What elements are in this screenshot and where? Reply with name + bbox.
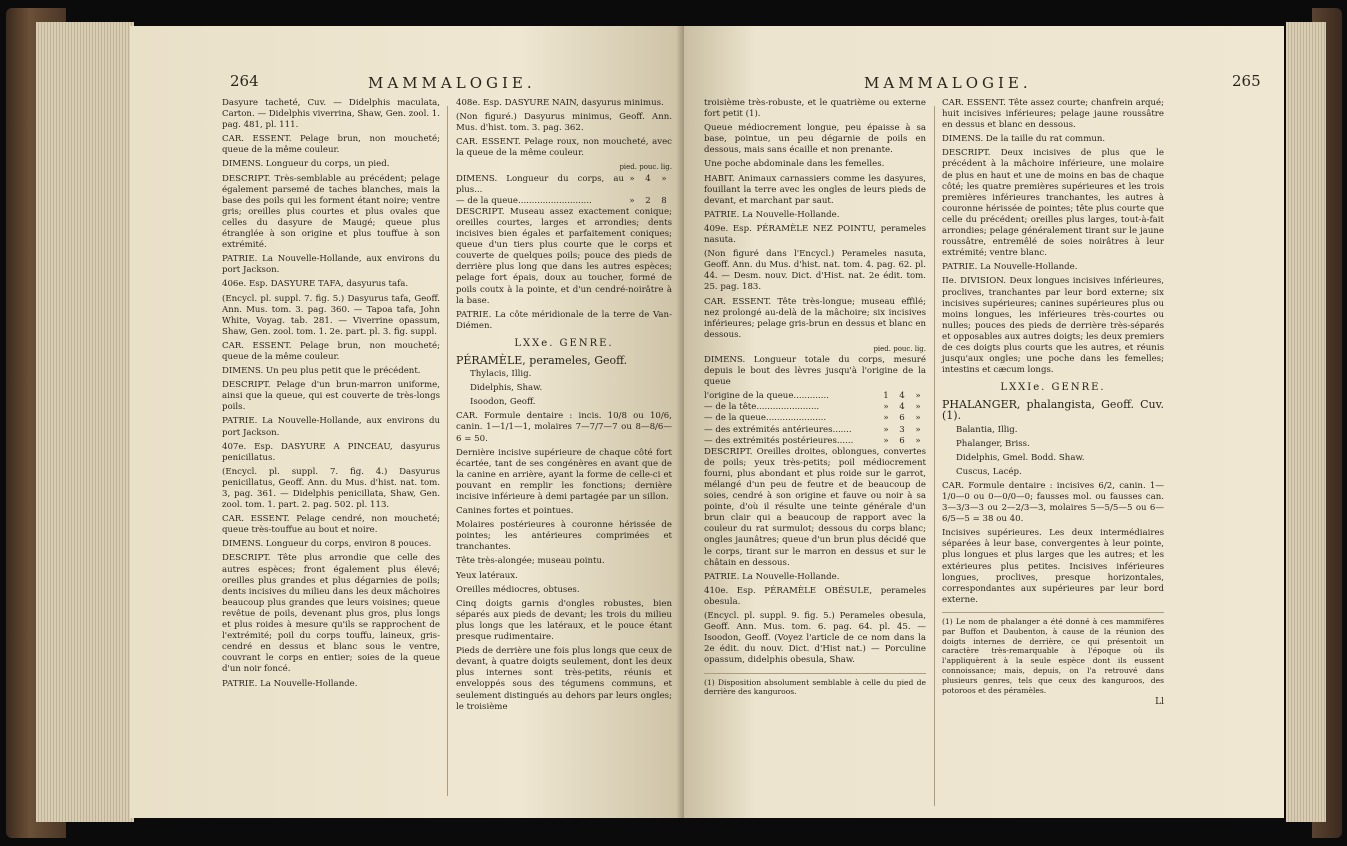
genre-heading: LXXe. GENRE. [514,337,614,349]
text-paragraph: CAR. ESSENT. Tête assez courte; chanfrein arqué; huit incisives inférieures; pelage jaune roussâtre en dessus et blanc en dessous. [942,98,1164,131]
synonym: Balantia, Illig. [956,424,1018,435]
dimension-value: 8 [661,195,667,206]
text-paragraph: Pieds de derrière une fois plus longs que ceux de devant, à quatre doigts seulement, dont les deux plus internes sont très-petits, réunis et enveloppés sous des tégumens communs, et seulement distingués au dehors par leurs ongles; le troisième [456,646,672,712]
text-paragraph: (Encycl. pl. suppl. 7. fig. 4.) Dasyurus penicillatus, Geoff. Ann. du Mus. d'hist. nat. tom. 3, pag. 361. — Didelphis penicillata, Shaw, Gen. zool. tom. 1. part. 2. pag. 502. pl. 113. [222,466,440,511]
text-paragraph: 409e. Esp. PÉRAMÈLE NEZ POINTU, perameles nasuta. [704,223,926,246]
text-paragraph: PATRIE. La Nouvelle-Hollande, aux environs du port Jackson. [222,416,440,438]
right-column-2 [942,98,1164,708]
text-paragraph: DESCRIPT. Oreilles droites, oblongues, convertes de poils; yeux très-petits; poil médiocrement fourni, plus abondant et plus roide sur le garrot, mélangé d'un peu de feutre et de beaucoup de soies, cendré à son origine et fauve ou noir à sa pointe, d'où il résulte une teinte générale d'un brun clair qui a beaucoup de rapport avec la couleur du rat surmulot; dessous du corps blanc; ongles jaunâtres; queue d'un brun plus décidé que le corps, tirant sur le marron en dessus et sur le châtain en dessous. [704,446,926,568]
dimension-value: 6 [899,413,905,424]
dimension-label: — des extrémités antérieures....... [704,424,852,435]
text-paragraph: DIMENS. Un peu plus petit que le précédent. [222,366,421,377]
text-paragraph: CAR. ESSENT. Tête très-longue; museau effilé; nez prolongé au-delà de la mâchoire; six incisives inférieures; pelage gris-brun en dessus et blanc en dessous. [704,296,926,340]
text-paragraph: (Encycl. pl. suppl. 9. fig. 5.) Perameles obesula, Geoff. Ann. Mus. tom. 6. pag. 64. pl. 45. — Isoodon, Geoff. (Voyez l'article de ce nom dans la 2e édit. du nouv. Dict. d'Hist nat.) — Porculine opassum, didelphis obesula, Shaw. [704,611,926,666]
text-paragraph: Une poche abdominale dans les femelles. [704,159,885,170]
dimension-values [878,391,926,402]
text-paragraph: DESCRIPT. Très-semblable au précédent; pelage également parsemé de taches blanches, mais la base des poils qui les forment étant noire; ventre gris; oreilles plus courtes et plus ovales que celles du dasyure de Maugé; queue plus étranglée à son origine et plus touffue à son extrémité. [222,173,440,251]
synonym: Thylacis, Illig. [470,369,532,380]
text-paragraph: Dasyure tacheté, Cuv. — Didelphis maculata, Carton. — Didelphis viverrina, Shaw, Gen. zool. 1. pag. 481, pl. 111. [222,98,440,131]
text-paragraph: DESCRIPT. Pelage d'un brun-marron uniforme, ainsi que la queue, qui est couverte de très-longs poils. [222,380,440,413]
left-column-1 [222,98,440,693]
dimension-row [704,436,926,447]
dimension-values [878,413,926,424]
dimension-value: » [883,402,889,413]
synonym: Didelphis, Shaw. [470,383,543,394]
text-paragraph: Queue médiocrement longue, peu épaisse à sa base, pointue, un peu dégarnie de poils en dessous, mais sans écaille et non prenante. [704,123,926,156]
genre-heading: LXXIe. GENRE. [1000,382,1106,394]
page-edges-right [1286,22,1326,822]
dimension-values [624,196,672,207]
text-paragraph: Molaires postérieures à couronne hérissée de pointes; les antérieures comprimées et tranchantes. [456,520,672,553]
text-paragraph: 406e. Esp. DASYURE TAFA, dasyurus tafa. [222,279,409,290]
text-paragraph: troisième très-robuste, et le quatrième ou externe fort petit (1). [704,98,926,120]
text-paragraph: Yeux latéraux. [456,570,518,581]
dimension-value: » [629,173,635,184]
text-paragraph: (Non figuré dans l'Encycl.) Perameles nasuta, Geoff. Ann. du Mus. d'hist. nat. tom. 4. pag. 62. pl. 44. — Desm. nouv. Dict. d'Hist. nat. 2e édit. tom. 25. pag. 183. [704,249,926,293]
page-edges-left [36,22,134,822]
signature-mark: Ll [1155,697,1164,708]
text-paragraph: Tête très-alongée; museau pointu. [456,556,605,567]
dimension-value: » [883,413,889,424]
dimension-value: » [883,424,889,435]
text-paragraph: DESCRIPT. Museau assez exactement conique; oreilles courtes, larges et arrondies; dents incisives bien égales et parfaitement coniques; queue d'un tiers plus courte que le corps et couverte de quelques poils; pouce des pieds de derrière plus long que dans les autres espèces; pelage fort épais, doux au toucher, formé de poils coutx à la pointe, et d'un cendré-noirâtre à la base. [456,206,672,306]
text-paragraph: DIMENS. Longueur du corps, environ 8 pouces. [222,539,432,550]
dimension-value: » [915,413,921,424]
text-paragraph: Incisives supérieures. Les deux intermédiaires séparées à leur base, convergentes à leur pointe, plus longues et plus larges que les autres; et les extérieures plus petites. Incisives inférieures longues, proclives, presque horizontales, correspondantes aux supérieures par leur bord externe. [942,528,1164,605]
dimension-row [456,174,672,196]
dimension-value: 6 [899,435,905,446]
dimension-row [704,402,926,413]
text-paragraph: Oreilles médiocres, obtuses. [456,584,580,595]
left-column-2 [456,98,672,716]
text-paragraph: Canines fortes et pointues. [456,506,574,517]
dimension-values [878,402,926,413]
dimension-value: 3 [899,424,905,435]
synonym: Didelphis, Gmel. Bodd. Shaw. [956,452,1085,463]
text-paragraph: 408e. Esp. DASYURE NAIN, dasyurus minimus. [456,98,664,108]
dimension-value: » [629,195,635,206]
dimension-row [704,425,926,436]
dimension-value: » [915,424,921,435]
text-paragraph: PATRIE. La Nouvelle-Hollande. [704,209,840,220]
dimension-row [456,196,672,207]
dimension-values [878,436,926,447]
dimension-label: — des extrémités postérieures...... [704,435,854,446]
dimension-value: 4 [899,391,905,402]
genre-name: PÉRAMÈLE, perameles, Geoff. [456,353,628,367]
text-paragraph: CAR. ESSENT. Pelage brun, non moucheté; queue de la même couleur. [222,340,440,362]
text-paragraph: PATRIE. La Nouvelle-Hollande, aux environs du port Jackson. [222,254,440,276]
dental-formula: CAR. Formule dentaire : incisives 6/2, canin. 1—1/0—0 ou 0—0/0—0; fausses mol. ou fausses can. 3—3/3—3 ou 2—2/3—3, molaires 5—5/5—5 ou 6—6/5—5 = 38 ou 40. [942,480,1164,525]
text-paragraph: (Non figuré.) Dasyurus minimus, Geoff. Ann. Mus. d'hist. tom. 3. pag. 362. [456,112,672,134]
dimension-label: — de la queue........................... [456,195,592,206]
running-head: MAMMALOGIE. [864,74,1032,92]
dimension-value: » [883,435,889,446]
dimens-intro: DIMENS. Longueur totale du corps, mesuré depuis le bout des lèvres jusqu'à l'origine de la queue [704,354,926,388]
text-paragraph: CAR. ESSENT. Pelage cendré, non moucheté; queue très-touffue au bout et noire. [222,514,440,536]
text-paragraph: Cinq doigts garnis d'ongles robustes, bien séparés aux pieds de devant; les trois du milieu plus longs que les latéraux, et le pouce étant presque rudimentaire. [456,598,672,643]
text-paragraph: CAR. ESSENT. Pelage brun, non moucheté; queue de la même couleur. [222,134,440,156]
text-paragraph: CAR. ESSENT. Pelage roux, non moucheté, avec la queue de la même couleur. [456,137,672,159]
text-paragraph: DESCRIPT. Deux incisives de plus que le précédent à la mâchoire inférieure, une molaire de plus en haut et une de moins en bas de chaque côté; les quatre premières supérieures et les trois premières inférieures tranchantes, les autres à couronne hérissée de pointes; tête plus courte que celle du précédent; oreilles plus larges, tout-à-fait arrondies; pelage généralement tirant sur le jaune roussâtre, entremêlé de soies noirâtres à leur extrémité; ventre blanc. [942,148,1164,259]
text-paragraph: 410e. Esp. PÉRAMÈLE OBÉSULE, perameles obesula. [704,585,926,607]
text-paragraph: PATRIE. La Nouvelle-Hollande. [704,571,840,582]
text-paragraph: PATRIE. La Nouvelle-Hollande. [222,678,358,689]
dental-formula: CAR. Formule dentaire : incis. 10/8 ou 10/6, canin. 1—1/1—1, molaires 7—7/7—7 ou 8—8/6—6 = 50. [456,411,672,444]
right-page [684,26,1284,818]
page-number: 264 [230,72,259,90]
dimension-value: 1 [883,391,889,402]
dimension-values [878,425,926,436]
dimension-row [704,391,926,402]
text-paragraph: DIMENS. Longueur du corps, un pied. [222,159,390,170]
dimension-row [704,413,926,424]
text-paragraph: 407e. Esp. DASYURE A PINCEAU, dasyurus penicillatus. [222,441,440,463]
dimension-label: l'origine de la queue............. [704,391,829,402]
dimension-value: » [661,173,667,184]
genre-name: PHALANGER, phalangista, Geoff. Cuv. (1). [942,398,1164,423]
running-head: MAMMALOGIE. [368,74,536,92]
synonym: Cuscus, Lacép. [956,466,1022,477]
dimens-header: pied. pouc. lig. [873,344,926,353]
dimension-label: — de la queue...................... [704,413,827,424]
text-paragraph: IIe. DIVISION. Deux longues incisives inférieures, proclives, tranchantes par leur bord externe; six incisives supérieures; canines supérieures plus ou moins longues, les inférieures très-courtes ou nulles; pouces des pieds de derrière très-séparés et opposables aux autres doigts; les deux premiers de ces doigts plus courts que les autres, et réunis jusqu'aux ongles; une poche dans les femelles; intestins et cæcum longs. [942,276,1164,376]
text-paragraph: Dernière incisive supérieure de chaque côté fort écartée, tant de ses congénères en avant que de la canine en arrière, ayant la forme de celle-ci et pouvant en remplir les fonctions; dernière incisive inférieure à demi partagée par un sillon. [456,447,672,502]
dimension-value: 2 [645,195,651,206]
synonym: Phalanger, Briss. [956,438,1030,449]
left-page [130,26,684,818]
dimension-label: DIMENS. Longueur du corps, au plus... [456,173,624,195]
right-column-1 [704,98,926,697]
text-paragraph: PATRIE. La côte méridionale de la terre de Van-Diémen. [456,309,672,331]
dimension-value: 4 [645,173,651,184]
page-number: 265 [1232,72,1261,90]
footnote: (1) Disposition absolument semblable à celle du pied de derrière des kanguroos. [704,673,926,698]
dimension-label: — de la tête....................... [704,402,820,413]
open-book [6,8,1342,838]
column-rule [934,106,935,806]
dimension-values [624,174,672,196]
dimens-header: pied. pouc. lig. [619,163,672,172]
text-paragraph: HABIT. Animaux carnassiers comme les dasyures, fouillant la terre avec les ongles de leurs pieds de devant, et marchant par saut. [704,173,926,206]
text-paragraph: DESCRIPT. Tête plus arrondie que celle des autres espèces; front également plus élevé; oreilles plus grandes et plus dégarnies de poils; dents incisives du milieu dans les deux mâchoires beaucoup plus grandes que leurs voisines; queue revêtue de poils, devenant plus gros, plus longs et plus roides à mesure qu'ils se rapprochent de l'extrémité; poil du corps touffu, laineux, gris-cendré en dessus et blanc sous le ventre, couvrant le corps en entier; soies de la queue d'un noir foncé. [222,553,440,675]
footnote: (1) Le nom de phalanger a été donné à ces mammifères par Buffon et Daubenton, à cause de la réunion des doigts internes de derrière, ce qui présentoit un caractère très-remarquable à l'époque où ils l'appliquèrent à la seule espèce dont ils eussent connoissance; mais, depuis, on l'a retrouvé dans plusieurs genres, tels que ceux des kanguroos, des potoroos et des péramèles. [942,612,1164,695]
text-paragraph: (Encycl. pl. suppl. 7. fig. 5.) Dasyurus tafa, Geoff. Ann. Mus. tom. 3. pag. 360. — Tapoa tafa, John White, Voyag. tab. 281. — Viverrine opassum, Shaw, Gen. zool. tom. 1. 2e. part. pl. 3. fig. suppl. [222,293,440,337]
synonym: Isoodon, Geoff. [470,397,536,408]
text-paragraph: DIMENS. De la taille du rat commun. [942,134,1106,145]
dimension-value: 4 [899,402,905,413]
text-paragraph: PATRIE. La Nouvelle-Hollande. [942,262,1078,273]
dimension-value: » [915,391,921,402]
column-rule [447,106,448,796]
dimension-value: » [915,402,921,413]
dimension-value: » [915,435,921,446]
